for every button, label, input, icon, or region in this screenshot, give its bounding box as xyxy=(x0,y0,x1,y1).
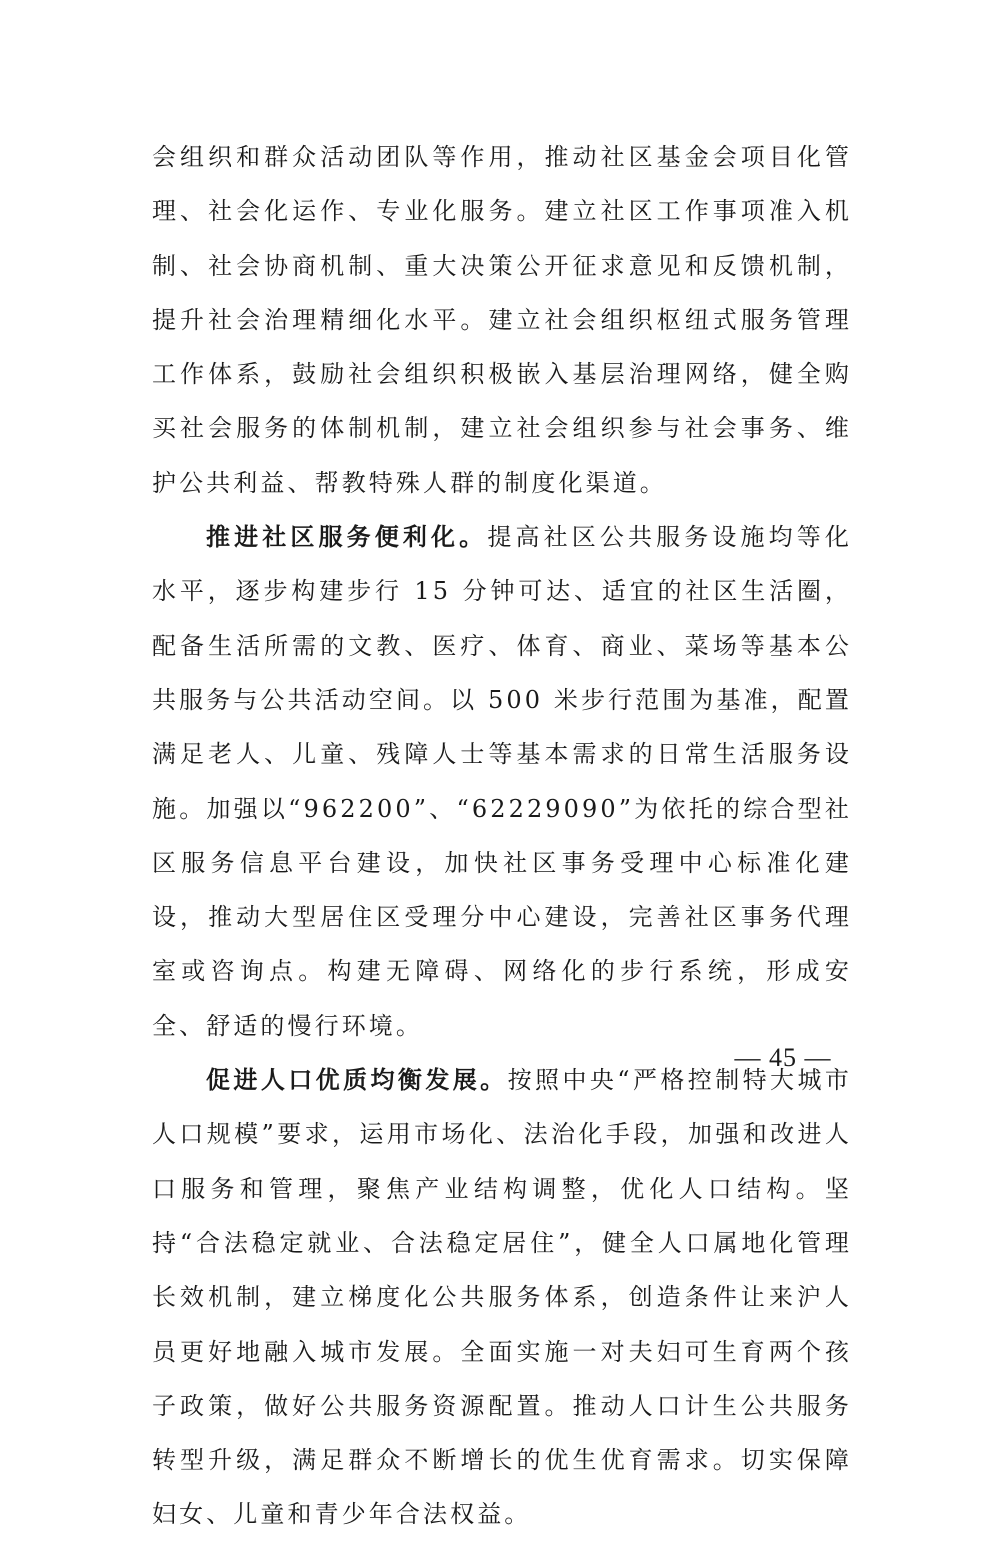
paragraph-2-text: 提高社区公共服务设施均等化水平，逐步构建步行 15 分钟可达、适宜的社区生活圈，配备生活所需的文教、医疗、体育、商业、菜场等基本公共服务与公共活动空间。以 500 米步行范围为基准，配置满足老人、儿童、残障人士等基本需求的日常生活服务设施。加强以“962200”、“62229090”为依托的综合型社区服务信息平台建设，加快社区事务受理中心标准化建设，推动大型居住区受理分中心建设，完善社区事务代理室或咨询点。构建无障碍、网络化的步行系统，形成安全、舒适的慢行环境。 xyxy=(152,523,852,1040)
paragraph-3-text: 按照中央“严格控制特大城市人口规模”要求，运用市场化、法治化手段，加强和改进人口服务和管理，聚焦产业结构调整，优化人口结构。坚持“合法稳定就业、合法稳定居住”，健全人口属地化管理长效机制，建立梯度化公共服务体系，创造条件让来沪人员更好地融入城市发展。全面实施一对夫妇可生育两个孩子政策，做好公共服务资源配置。推动人口计生公共服务转型升级，满足群众不断增长的优生优育需求。切实保障妇女、儿童和青少年合法权益。 xyxy=(152,1066,852,1529)
paragraph-2-heading: 推进社区服务便利化。 xyxy=(206,523,488,552)
body-text xyxy=(152,130,852,1542)
paragraph-3-heading: 促进人口优质均衡发展。 xyxy=(206,1066,508,1095)
paragraph-1 xyxy=(152,130,852,510)
paragraph-2 xyxy=(152,510,852,1053)
paragraph-3 xyxy=(152,1053,852,1542)
paragraph-1-text: 会组织和群众活动团队等作用，推动社区基金会项目化管理、社会化运作、专业化服务。建立社区工作事项准入机制、社会协商机制、重大决策公开征求意见和反馈机制，提升社会治理精细化水平。建立社会组织枢纽式服务管理工作体系，鼓励社会组织积极嵌入基层治理网络，健全购买社会服务的体制机制，建立社会组织参与社会事务、维护公共利益、帮教特殊人群的制度化渠道。 xyxy=(152,143,852,497)
page-number: — 45 — xyxy=(734,1043,832,1072)
